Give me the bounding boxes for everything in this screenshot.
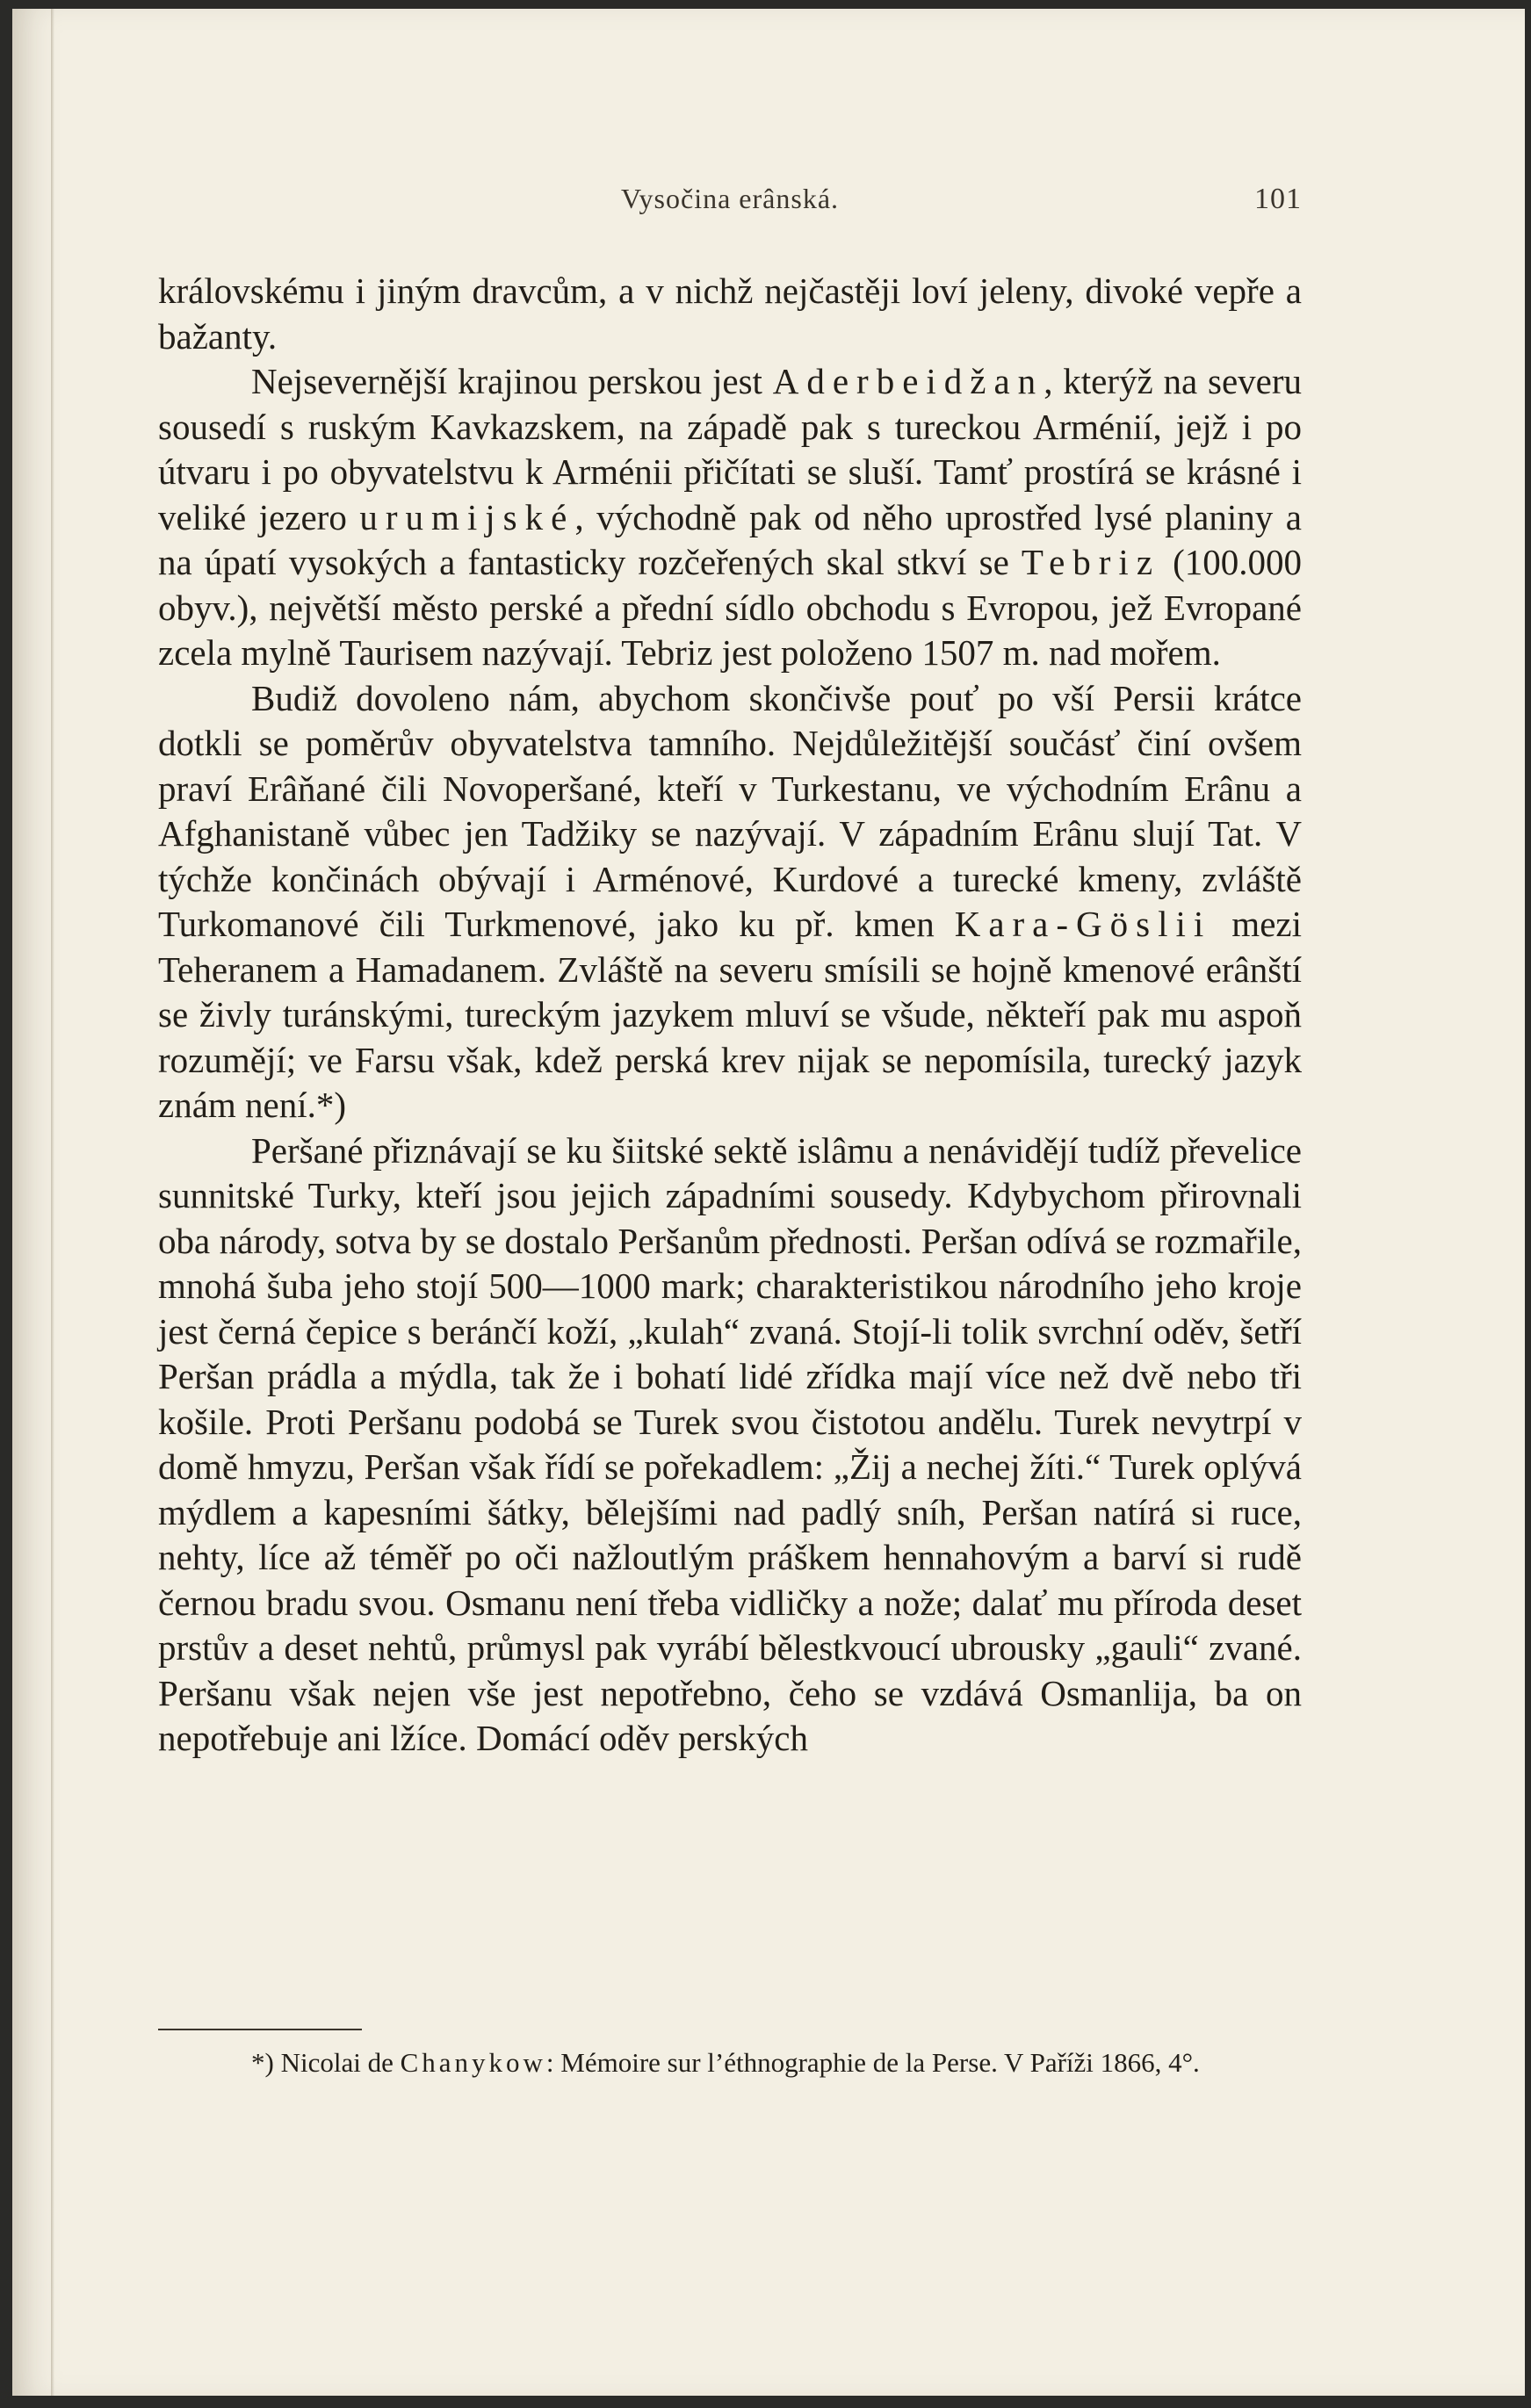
page-gutter-shadow bbox=[51, 9, 54, 2396]
footnote bbox=[158, 2044, 1302, 2081]
footnote-text: : Mémoire sur l’éthnographie de la Perse. V Paříži 1866, 4°. bbox=[545, 2047, 1200, 2078]
footnote-lead: *) Nicolai de bbox=[251, 2047, 401, 2078]
paragraph-3 bbox=[158, 676, 1302, 1128]
paragraph-2-text: Nejsevernější krajinou perskou jest bbox=[251, 361, 773, 401]
book-page bbox=[12, 9, 1525, 2396]
body-text bbox=[158, 269, 1302, 1762]
spaced-term-aderbeidzan: Aderbeidžan bbox=[772, 361, 1044, 401]
spaced-term-urumijske: urumijské bbox=[359, 496, 575, 537]
paragraph-2-text: (100.000 obyv.), největší město perské a přední sídlo obchodu s Evropou, jež Evropané zcela mylně Taurisem nazývají. Tebriz jest položeno 1507 m. nad mořem. bbox=[158, 542, 1303, 673]
footnote-rule bbox=[158, 2029, 362, 2030]
paragraph-2-text: , východně pak od něho uprostřed lysé planiny a na úpatí vysokých a fantasticky rozčeřených skal stkví se bbox=[158, 496, 1302, 582]
spaced-term-tebriz: Tebriz bbox=[1021, 542, 1161, 582]
paragraph-2-text: , kterýž na severu sousedí s ruským Kavkazskem, na západě pak s tureckou Arménií, jejž i po útvaru i po obyvatelstvu k Arménii přičítati se sluší. Tamť prostírá se krásné i veliké jezero bbox=[158, 361, 1302, 537]
paragraph-3-text: Budiž dovoleno nám, abychom skončivše pouť po vší Persii krátce dotkli se poměrův obyvatelstva tamního. Nejdůležitější součásť činí ovšem praví Erâňané čili Novoperšané, kteří v Turkestanu, ve východním Erânu a Afghanistaně vůbec jen Tadžiky se nazývají. V západním Erânu slují Tat. V týchže končinách obývají i Arménové, Kurdové a turecké kmeny, zvláště Turkomanové čili Turkmenové, jako ku př. kmen bbox=[158, 677, 1302, 944]
paragraph-1: královskému i jiným dravcům, a v nichž nejčastěji loví jeleny, divoké vepře a bažanty. bbox=[158, 270, 1302, 357]
paragraph-2 bbox=[158, 359, 1302, 676]
paragraph-3-text: mezi Teheranem a Hamadanem. Zvláště na severu smísili se hojně kmenové erânští se živly turánskými, tureckým jazykem mluví se všude, někteří pak mu aspoň rozumějí; ve Farsu však, kdež perská krev nijak se nepomísila, turecký jazyk znám není.*) bbox=[158, 904, 1302, 1125]
footnote-author: Chanykow bbox=[400, 2047, 546, 2078]
paragraph-4: Peršané přiznávají se ku šiitské sektě islâmu a nenávidějí tudíž převelice sunnitské Turky, kteří jsou jejich západními sousedy. Kdybychom přirovnali oba národy, sotva by se dostalo Peršanům přednosti. Peršan odívá se rozmařile, mnohá šuba jeho stojí 500—1000 mark; charakteristikou národního jeho kroje jest černá čepice s beránčí koží, „kulah“ zvaná. Stojí-li tolik svrchní oděv, šetří Peršan prádla a mýdla, tak že i bohatí lidé zřídka mají více než dvě nebo tři košile. Proti Peršanu podobá se Turek svou čistotou andělu. Turek nevytrpí v domě hmyzu, Peršan však řídí se pořekadlem: „Žij a nechej žíti.“ Turek oplývá mýdlem a kapesními šátky, bělejšími nad padlý sníh, Peršan natírá si ruce, nehty, líce až téměř po oči nažloutlým práškem hennahovým a barví si rudě černou bradu svou. Osmanu není třeba vidličky a nože; dalať mu příroda deset prstův a deset nehtů, průmysl pak vyrábí bělestkvoucí ubrousky „gauli“ zvané. Peršanu však nejen vše jest nepotřebno, čeho se vzdává Osmanlija, ba on nepotřebuje ani lžíce. Domácí oděv perských bbox=[158, 1129, 1302, 1758]
running-title: Vysočina erânská. bbox=[620, 183, 840, 214]
spaced-term-kara-goslii: Kara-Göslii bbox=[954, 904, 1212, 944]
page-number: 101 bbox=[1254, 183, 1302, 215]
